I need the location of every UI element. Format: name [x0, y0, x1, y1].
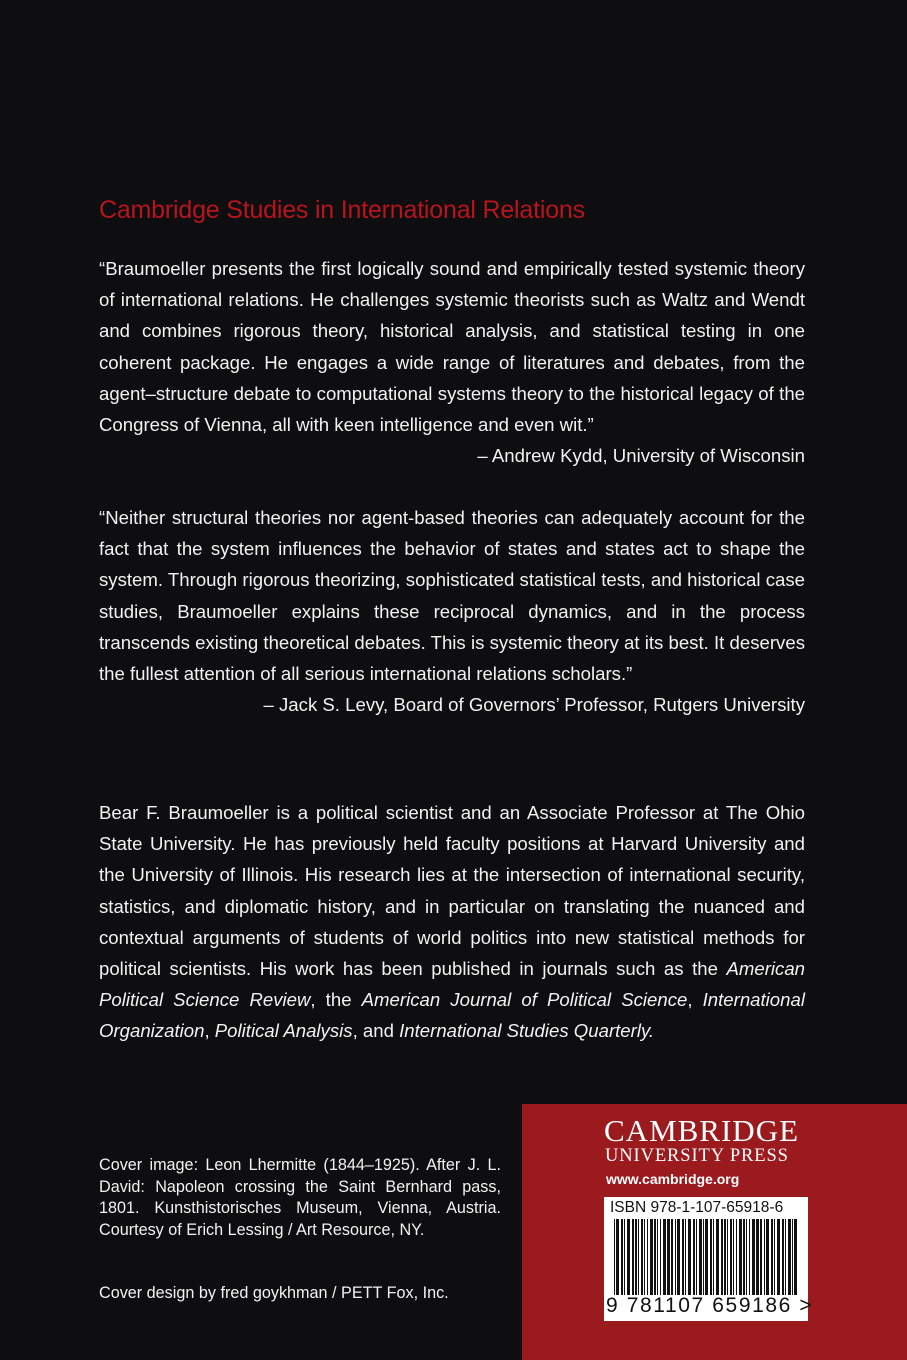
barcode-bar [638, 1219, 639, 1295]
barcode-bar [650, 1219, 653, 1295]
journal-io: International Organization [99, 989, 805, 1042]
barcode-bar [663, 1219, 666, 1295]
isbn-label: ISBN 978-1-107-65918-6 [610, 1199, 784, 1216]
bio-sep: , and [352, 1020, 400, 1042]
barcode-bar [743, 1219, 745, 1295]
barcode-bar [667, 1219, 670, 1295]
author-bio [99, 797, 805, 1047]
barcode-bar [688, 1219, 691, 1295]
barcode-bar [677, 1219, 680, 1295]
journal-ajps: American Journal of Political Science [361, 989, 688, 1011]
publisher-logo-subtitle: UNIVERSITY PRESS [605, 1146, 789, 1166]
barcode-bar [716, 1219, 719, 1295]
barcode-bar [671, 1219, 673, 1295]
barcode-bar [675, 1219, 676, 1295]
barcode-bar [660, 1219, 661, 1295]
barcode-bar [760, 1219, 762, 1295]
journal-pa: Political Analysis [214, 1020, 353, 1042]
barcode-bar [766, 1219, 769, 1295]
barcode-bar [713, 1219, 714, 1295]
barcode-bar [764, 1219, 765, 1295]
barcode-bar [724, 1219, 726, 1295]
barcode-bar [721, 1219, 723, 1295]
barcode-bar [647, 1219, 648, 1295]
barcode-bar [771, 1219, 773, 1295]
barcode-bar [749, 1219, 750, 1295]
barcode-bar [616, 1219, 619, 1295]
barcode-bar [777, 1219, 780, 1295]
journal-isq: International Studies Quarterly. [399, 1020, 655, 1042]
barcode-bar [774, 1219, 775, 1295]
cover-image-credit: Cover image: Leon Lhermitte (1844–1925). After J. L. David: Napoleon crossing the Saint Bernhard pass, 1801. Kunsthistorisches Museum, Vienna, Austria. Courtesy of Erich Lessing / Art Resource, NY. [99, 1156, 501, 1239]
barcode-bar [624, 1219, 625, 1295]
barcode-bar [614, 1219, 615, 1295]
barcode-bar [733, 1219, 734, 1295]
quote-text: “Braumoeller presents the first logically sound and empirically tested systemic theory of international relations. He challenges systemic theorists such as Waltz and Wendt and combines rigorous theory, historical analysis, and statistical testing in one coherent package. He engages a wide range of literatures and debates, from the agent–structure debate to computational systems theory to the historical legacy of the Congress of Vienna, all with keen intelligence and even wit.” [99, 258, 805, 436]
barcode-bar [792, 1219, 793, 1295]
barcode-bar [693, 1219, 695, 1295]
barcode-bar [788, 1219, 791, 1295]
barcode-digits: 9 781107 659186 > [606, 1294, 814, 1317]
bio-sep: , [204, 1020, 215, 1042]
barcode-bar [644, 1219, 645, 1295]
barcode-bar [756, 1219, 759, 1295]
barcode-bar [635, 1219, 637, 1295]
barcode-bar [736, 1219, 737, 1295]
barcode-bar [682, 1219, 684, 1295]
barcode-bar [632, 1219, 634, 1295]
barcode-bar [746, 1219, 747, 1295]
barcode-bar [654, 1219, 656, 1295]
barcode-bar [785, 1219, 786, 1295]
barcode-bar [739, 1219, 742, 1295]
bio-sep: , the [310, 989, 362, 1011]
cover-design-credit: Cover design by fred goykhman / PETT Fox, Inc. [99, 1284, 449, 1302]
barcode-bar [696, 1219, 697, 1295]
quote-text: “Neither structural theories nor agent-based theories can adequately account for the fact that the system influences the behavior of states and states act to shape the system. Through rigorous theorizing, sophisticated statistical tests, and historical case studies, Braumoeller explains these reciprocal dynamics, and in the process transcends existing theoretical debates. This is systemic theory at its best. It deserves the fullest attention of all serious international relations scholars.” [99, 507, 805, 685]
barcode-bar [705, 1219, 708, 1295]
journal-apsr: American Political Science Review [99, 958, 806, 1011]
barcode-bar [621, 1219, 623, 1295]
publisher-panel [522, 1104, 907, 1360]
barcode-bar [782, 1219, 784, 1295]
publisher-url: www.cambridge.org [606, 1171, 740, 1187]
barcode-bar [703, 1219, 704, 1295]
barcode-bar [699, 1219, 702, 1295]
series-title: Cambridge Studies in International Relations [99, 196, 585, 224]
barcode-bar [752, 1219, 755, 1295]
barcode-bar [727, 1219, 728, 1295]
quote-kydd [99, 253, 805, 471]
publisher-logo-name: CAMBRIDGE [604, 1113, 800, 1148]
barcode-bar [794, 1219, 797, 1295]
barcode-bar [627, 1219, 630, 1295]
quote-attribution: – Jack S. Levy, Board of Governors’ Professor, Rutgers University [263, 694, 805, 716]
quote-attribution: – Andrew Kydd, University of Wisconsin [477, 445, 805, 467]
barcode-bar [730, 1219, 732, 1295]
barcode-bar [685, 1219, 686, 1295]
quote-levy [99, 502, 805, 720]
barcode-bar [657, 1219, 658, 1295]
barcode-bar [710, 1219, 712, 1295]
bio-text: Bear F. Braumoeller is a political scientist and an Associate Professor at The Ohio State University. He has previously held faculty positions at Harvard University and the University of Illinois. His research lies at the intersection of international security, statistics, and diplomatic history, and in particular on translating the nuanced and contextual arguments of students of world politics into new statistical methods for political scientists. His work has been published in journals such as the [99, 802, 805, 980]
barcode-box [604, 1197, 814, 1321]
barcode-bar [641, 1219, 643, 1295]
barcode-bars [612, 1219, 802, 1295]
bio-sep: , [687, 989, 703, 1011]
